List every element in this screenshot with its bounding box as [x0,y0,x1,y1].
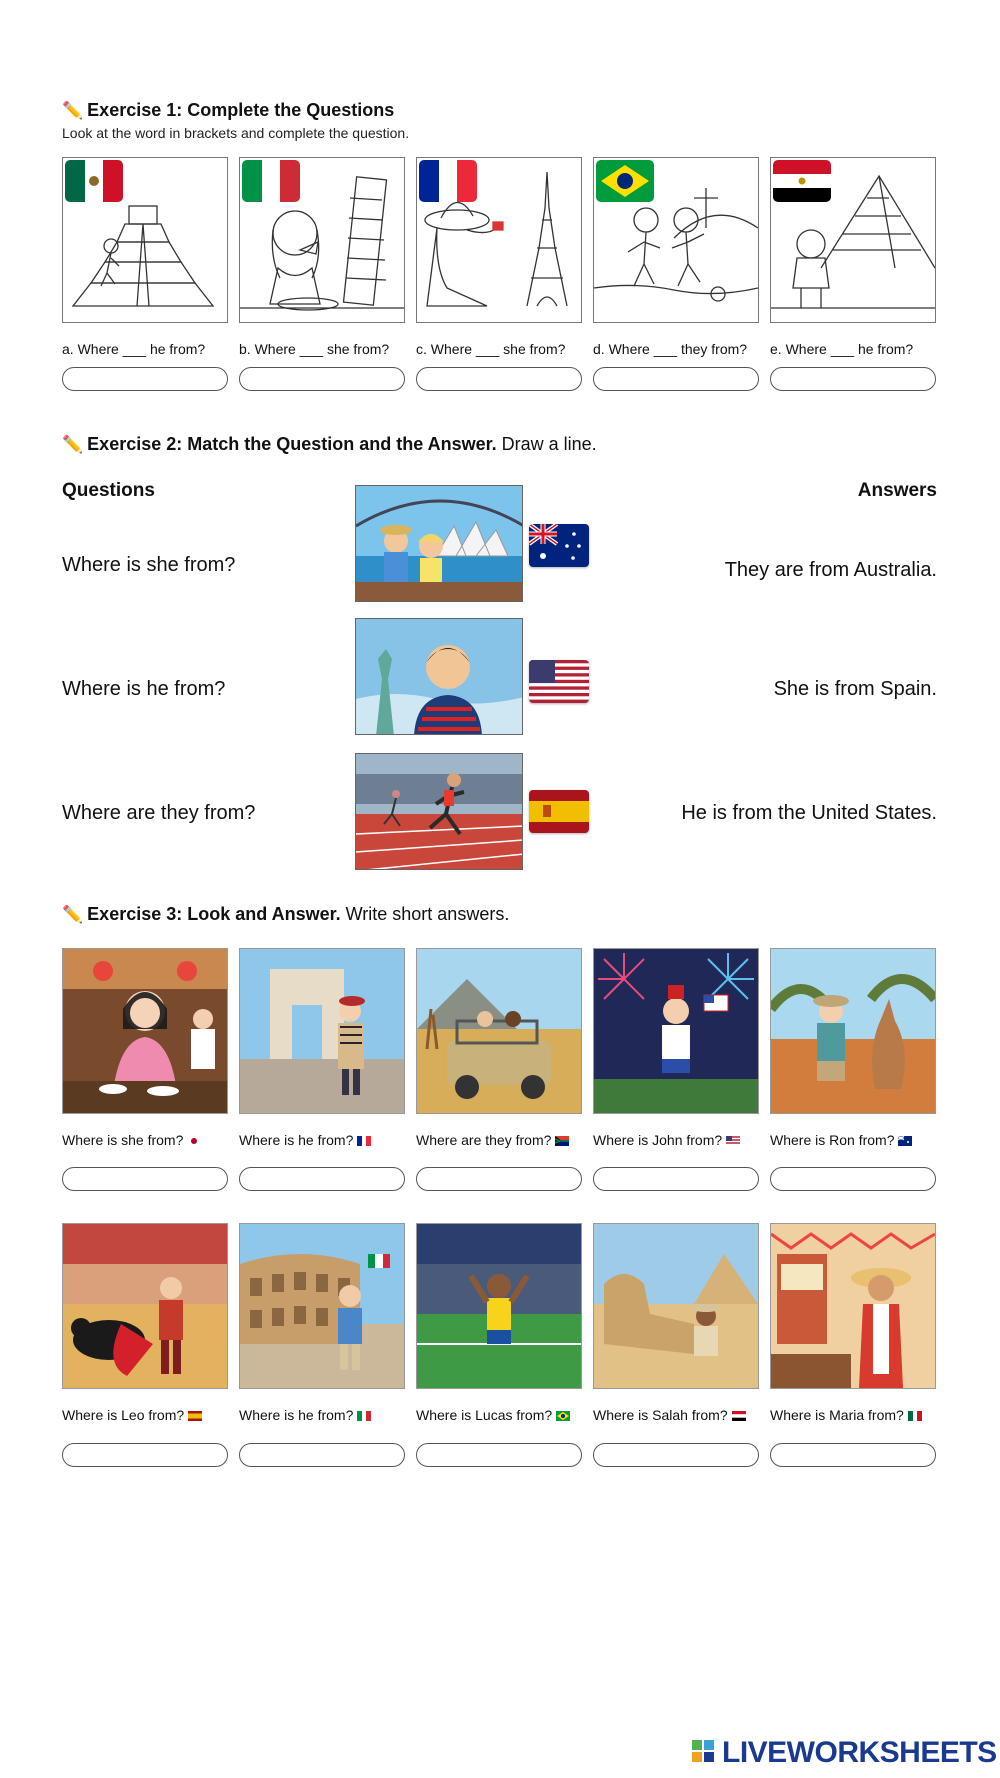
exercise3-picture-fireworks [593,948,759,1114]
exercise3-picture-colosseum [239,1223,405,1389]
match-answer-1[interactable]: They are from Australia. [724,559,937,581]
exercise3-question-5: Where is Ron from? [770,1132,912,1148]
exercise3-question-7: Where is he from? [239,1407,371,1423]
exercise3-question-1: Where is she from? [62,1132,201,1148]
match-image-runner [355,753,523,870]
exercise1-answer-input-c[interactable] [416,367,582,391]
exercise1-question-a: a. Where ___ he from? [62,341,206,357]
exercise3-picture-bullfight [62,1223,228,1389]
exercise2-title: ✏️ Exercise 2: Match the Question and the Answer. Draw a line. [62,434,597,454]
france-flag-icon [357,1136,371,1146]
questions-header: Questions [62,480,155,501]
exercise3-picture-safari [416,948,582,1114]
australia-flag-icon [898,1136,912,1146]
exercise3-question-3: Where are they from? [416,1132,569,1148]
exercise1-picture-e [770,157,936,323]
exercise1-answer-input-b[interactable] [239,367,405,391]
mexico-flag-icon [65,160,123,202]
exercise3-answer-input-5[interactable] [770,1167,936,1191]
exercise1-picture-b [239,157,405,323]
exercise1-question-e: e. Where ___ he from? [770,341,914,357]
exercise3-question-8: Where is Lucas from? [416,1407,570,1423]
mexico-flag-icon [908,1411,922,1421]
match-answer-3[interactable]: He is from the United States. [681,802,937,824]
brazil-flag-icon [596,160,654,202]
exercise1-answer-input-e[interactable] [770,367,936,391]
exercise1-picture-c [416,157,582,323]
usa-flag-icon [726,1136,740,1146]
exercise3-question-6: Where is Leo from? [62,1407,202,1423]
exercise3-answer-input-7[interactable] [239,1443,405,1467]
usa-flag-icon [529,660,589,703]
exercise3-answer-input-6[interactable] [62,1443,228,1467]
egypt-flag-icon [732,1411,746,1421]
match-answer-2[interactable]: She is from Spain. [773,678,937,700]
exercise3-answer-input-9[interactable] [593,1443,759,1467]
exercise3-picture-france [239,948,405,1114]
exercise3-answer-input-1[interactable] [62,1167,228,1191]
liveworksheets-logo[interactable]: LIVEWORKSHEETS [722,1736,997,1769]
south-africa-flag-icon [555,1136,569,1146]
exercise3-picture-stadium [416,1223,582,1389]
match-question-1[interactable]: Where is she from? [62,554,236,576]
exercise3-question-4: Where is John from? [593,1132,740,1148]
france-flag-icon [419,160,477,202]
exercise1-title: ✏️ Exercise 1: Complete the Questions [62,100,395,120]
pencil-icon: ✏️ [62,905,84,924]
exercise1-question-d: d. Where ___ they from? [593,341,748,357]
pencil-icon: ✏️ [62,101,84,120]
exercise1-question-c: c. Where ___ she from? [416,341,566,357]
exercise3-picture-taco-stand [770,1223,936,1389]
exercise3-answer-input-3[interactable] [416,1167,582,1191]
exercise3-question-9: Where is Salah from? [593,1407,746,1423]
pencil-icon: ✏️ [62,435,84,454]
egypt-flag-icon [773,160,831,202]
exercise3-answer-input-10[interactable] [770,1443,936,1467]
exercise3-answer-input-4[interactable] [593,1167,759,1191]
exercise1-instruction: Look at the word in brackets and complete the question. [62,125,410,141]
exercise3-answer-input-8[interactable] [416,1443,582,1467]
exercise1-answer-input-a[interactable] [62,367,228,391]
spain-flag-icon [529,790,589,833]
exercise3-title: ✏️ Exercise 3: Look and Answer. Write short answers. [62,904,510,924]
exercise1-picture-a [62,157,228,323]
japan-flag-icon [187,1136,201,1146]
australia-flag-icon [529,524,589,567]
exercise3-picture-kangaroo [770,948,936,1114]
exercise1-picture-d [593,157,759,323]
exercise3-picture-sphinx [593,1223,759,1389]
spain-flag-icon [188,1411,202,1421]
exercise3-question-2: Where is he from? [239,1132,371,1148]
liveworksheets-logo-icon [692,1740,716,1764]
exercise3-picture-japan [62,948,228,1114]
match-image-sydney [355,485,523,602]
italy-flag-icon [242,160,300,202]
brazil-flag-icon [556,1411,570,1421]
exercise3-answer-input-2[interactable] [239,1167,405,1191]
match-question-3[interactable]: Where are they from? [62,802,256,824]
match-image-statue-of-liberty [355,618,523,735]
exercise3-question-10: Where is Maria from? [770,1407,922,1423]
italy-flag-icon [357,1411,371,1421]
answers-header: Answers [857,480,937,501]
exercise1-question-b: b. Where ___ she from? [239,341,390,357]
match-question-2[interactable]: Where is he from? [62,678,226,700]
exercise1-answer-input-d[interactable] [593,367,759,391]
